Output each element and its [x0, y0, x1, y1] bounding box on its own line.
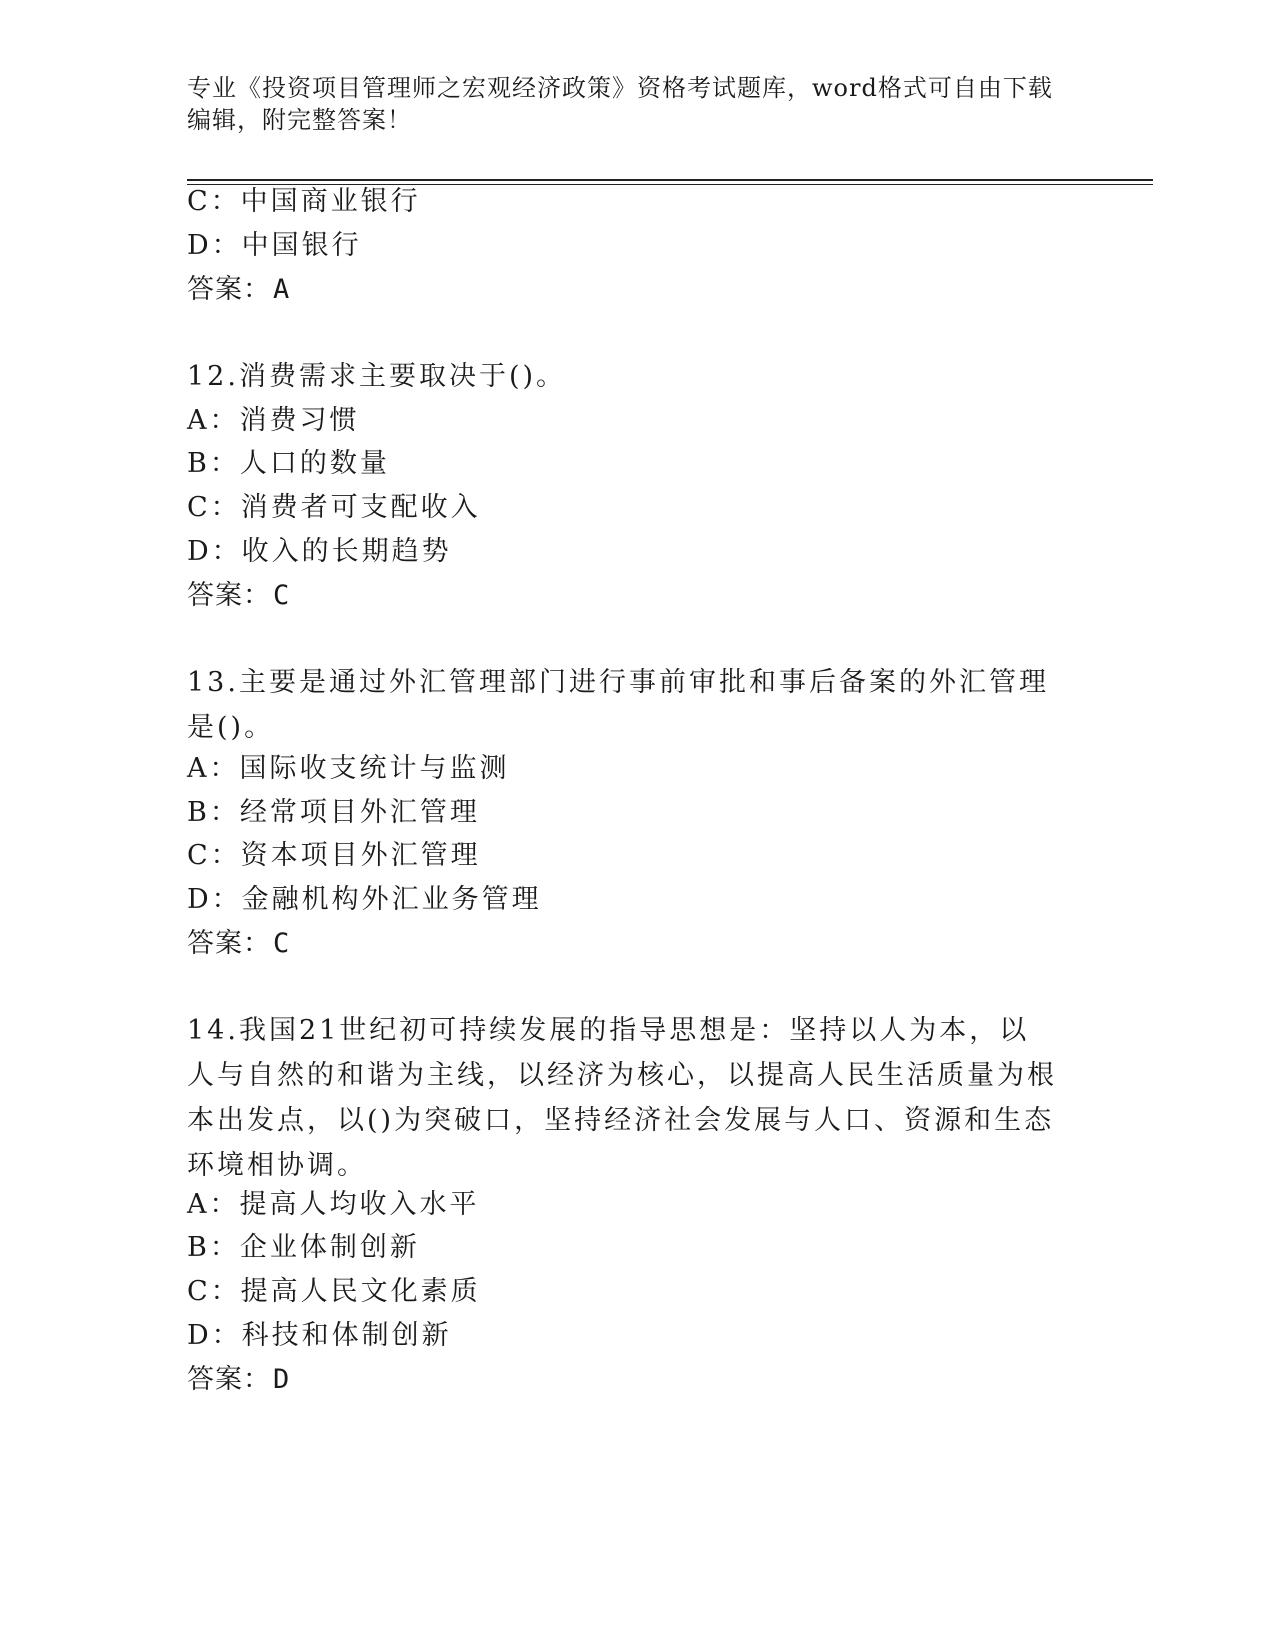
q14-option-c: C：提高人民文化素质 [187, 1276, 481, 1307]
header-divider-thick [187, 179, 1153, 181]
q13-option-c: C：资本项目外汇管理 [187, 840, 481, 871]
q13-option-b: B：经常项目外汇管理 [187, 797, 480, 828]
q12-stem: 12.消费需求主要取决于()。 [187, 361, 567, 392]
q12-option-a: A：消费习惯 [187, 405, 360, 436]
prev-option-d: D：中国银行 [187, 230, 362, 261]
q14-option-b: B：企业体制创新 [187, 1232, 420, 1263]
answer-label: 答案： [187, 580, 271, 611]
q13-stem: 13.主要是通过外汇管理部门进行事前审批和事后备案的外汇管理是()。 [187, 667, 1049, 743]
q14-option-a: A：提高人均收入水平 [187, 1189, 480, 1220]
prev-answer [187, 272, 290, 308]
q12-option-b: B：人口的数量 [187, 448, 390, 479]
answer-label: 答案： [187, 928, 271, 959]
q13-answer [187, 926, 290, 962]
q12-answer [187, 578, 290, 614]
q14-answer [187, 1362, 290, 1398]
q14-stem: 14.我国21世纪初可持续发展的指导思想是：坚持以人为本，以人与自然的和谐为主线，以经济为核心，以提高人民生活质量为根本出发点，以()为突破口，坚持经济社会发展与人口、资源和生态环境相协调。 [187, 1015, 1057, 1181]
answer-value: C [273, 580, 291, 611]
answer-value: C [273, 928, 291, 959]
q13-option-a: A：国际收支统计与监测 [187, 753, 510, 784]
answer-value: A [273, 274, 291, 305]
document-header: 专业《投资项目管理师之宏观经济政策》资格考试题库，word格式可自由下载编辑，附完整答案！ [187, 74, 1053, 134]
q12-option-d: D：收入的长期趋势 [187, 536, 452, 567]
answer-label: 答案： [187, 274, 271, 305]
answer-value: D [273, 1364, 291, 1395]
q14-option-d: D：科技和体制创新 [187, 1320, 452, 1351]
answer-label: 答案： [187, 1364, 271, 1395]
q12-option-c: C：消费者可支配收入 [187, 492, 481, 523]
prev-option-c: C：中国商业银行 [187, 186, 421, 217]
q13-option-d: D：金融机构外汇业务管理 [187, 884, 542, 915]
